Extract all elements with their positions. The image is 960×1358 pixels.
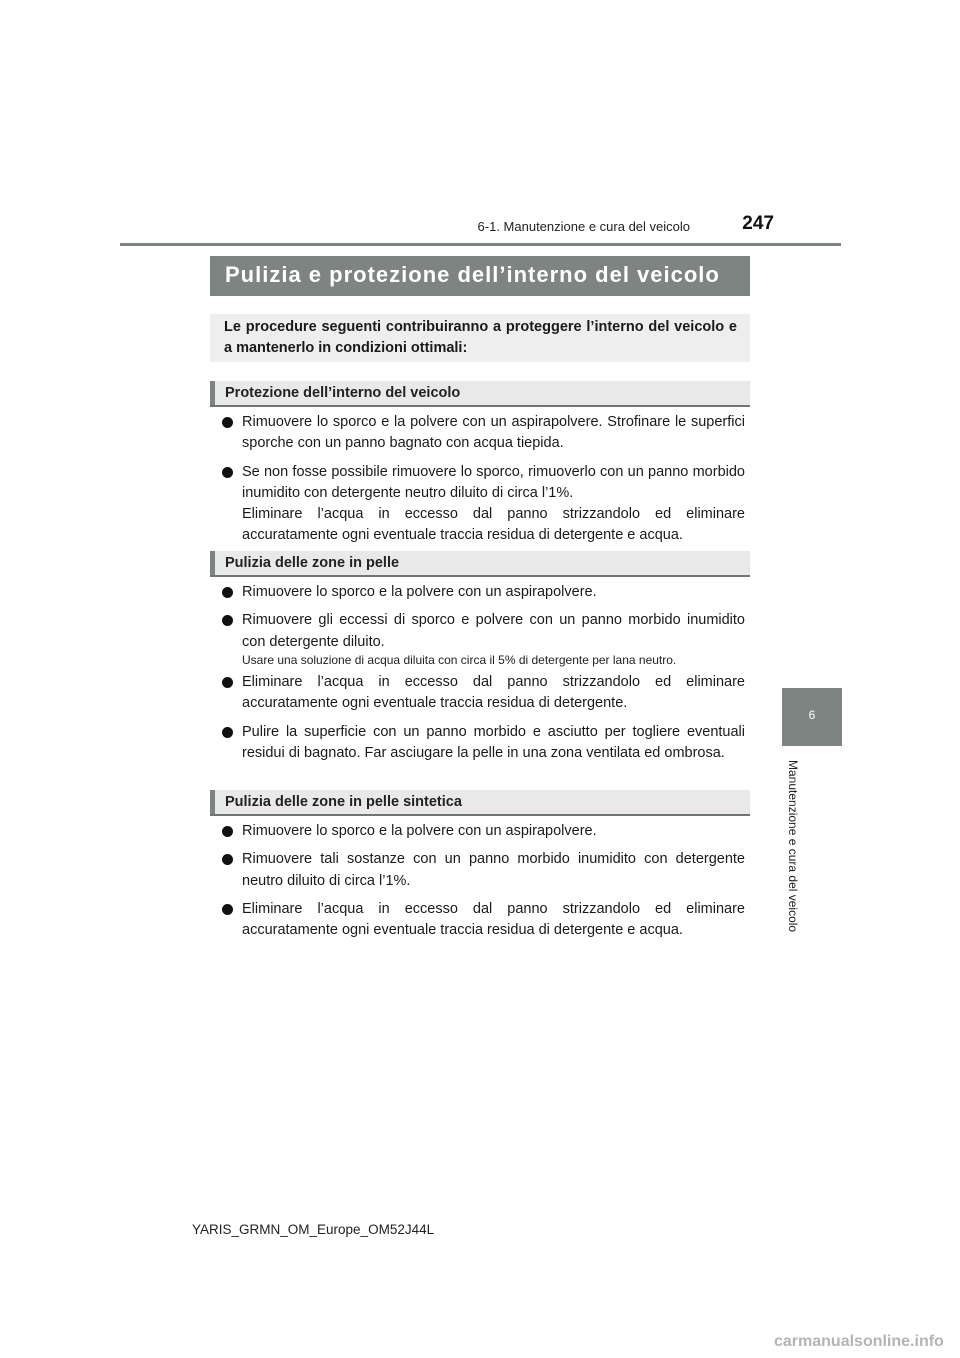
chapter-number: 6 (808, 708, 816, 722)
section-heading-pelle (210, 551, 750, 577)
bullet-icon (222, 467, 233, 478)
section-heading-label: Pulizia delle zone in pelle (225, 555, 400, 571)
note-text: Usare una soluzione di acqua diluita con circa il 5% di detergente per lana neutro. (242, 653, 677, 667)
bullet-icon (222, 587, 233, 598)
bullet-list-pelle-b (220, 672, 745, 771)
chapter-tab (782, 688, 842, 746)
running-header-section: 6-1. Manutenzione e cura del veicolo (477, 219, 690, 234)
bullet-icon (222, 615, 233, 626)
list-item-text: Rimuovere lo sporco e la polvere con un aspirapolvere. Strofinare le superfici sporche con un panno bagnato con acqua tiepida. (242, 414, 745, 452)
intro-text: Le procedure seguenti contribuiranno a proteggere l’interno del veicolo e a mantenerlo in condizioni ottimali: (224, 319, 737, 356)
list-item (220, 462, 745, 505)
list-item (220, 722, 745, 765)
list-item (220, 899, 745, 942)
list-item-text: Rimuovere lo sporco e la polvere con un aspirapolvere. (242, 584, 597, 600)
footer-doc-id: YARIS_GRMN_OM_Europe_OM52J44L (192, 1222, 435, 1237)
bullet-list-pelle-sintetica (220, 821, 745, 948)
bullet-icon (222, 677, 233, 688)
section-heading-bar (210, 790, 215, 814)
bullet-list-pelle-a (220, 582, 745, 660)
list-item (220, 610, 745, 653)
title-bar (210, 256, 750, 296)
section-heading-protezione (210, 381, 750, 407)
list-item (220, 412, 745, 455)
list-item (220, 672, 745, 715)
section-heading-label: Pulizia delle zone in pelle sintetica (225, 794, 462, 810)
intro-box (210, 314, 750, 362)
bullet-icon (222, 904, 233, 915)
list-item (220, 849, 745, 892)
chapter-side-title: Manutenzione e cura del veicolo (786, 760, 800, 933)
bullet-icon (222, 417, 233, 428)
bullet-icon (222, 854, 233, 865)
list-item-text: Pulire la superficie con un panno morbido e asciutto per togliere eventuali residui di bagnato. Far asciugare la pelle in una zona ventilata ed ombrosa. (242, 723, 745, 761)
header-rule (120, 243, 841, 246)
section-heading-pelle-sintetica (210, 790, 750, 816)
section-heading-bar (210, 551, 215, 575)
page-number: 247 (742, 213, 774, 234)
section-heading-bar (210, 381, 215, 405)
list-item-continuation (220, 504, 745, 547)
watermark: carmanualsonline.info (774, 1333, 944, 1350)
page-title: Pulizia e protezione dell’interno del veicolo (225, 262, 720, 287)
list-item-text: Eliminare l’acqua in eccesso dal panno strizzandolo ed eliminare accuratamente ogni eventuale traccia residua di detergente e acqua. (242, 900, 745, 939)
bullet-list-protezione (220, 412, 745, 554)
list-item-text: Rimuovere gli eccessi di sporco e polvere con un panno morbido inumidito con detergente diluito. (242, 612, 745, 650)
list-item (220, 582, 745, 603)
section-heading-label: Protezione dell’interno del veicolo (225, 385, 461, 401)
list-item-text: Se non fosse possibile rimuovere lo sporco, rimuoverlo con un panno morbido inumidito con detergente neutro diluito di circa l’1%. (242, 463, 745, 501)
bullet-icon (222, 727, 233, 738)
list-item-text: Eliminare l’acqua in eccesso dal panno strizzandolo ed eliminare accuratamente ogni eventuale traccia residua di detergente. (242, 674, 745, 712)
list-item-text: Rimuovere lo sporco e la polvere con un aspirapolvere. (242, 823, 597, 839)
list-item (220, 821, 745, 842)
list-item-text: Eliminare l’acqua in eccesso dal panno strizzandolo ed eliminare accuratamente ogni eventuale traccia residua di detergente e acqua. (242, 506, 745, 544)
bullet-icon (222, 826, 233, 837)
list-item-text: Rimuovere tali sostanze con un panno morbido inumidito con detergente neutro diluito di circa l’1%. (242, 851, 745, 889)
